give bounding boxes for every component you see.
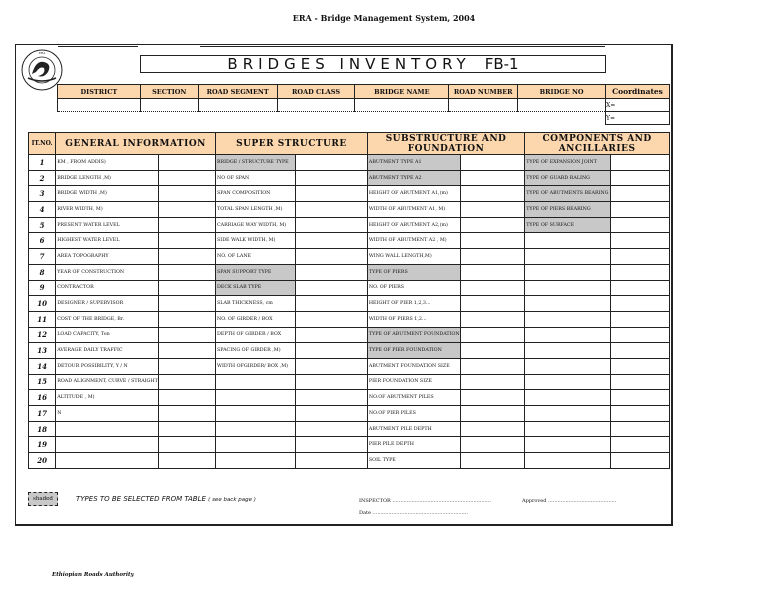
table-row (29, 390, 670, 406)
super-structure-value[interactable] (295, 155, 367, 171)
general-info-value[interactable] (158, 202, 215, 218)
component-value[interactable] (611, 280, 670, 296)
component-label (525, 327, 611, 343)
general-info-value[interactable] (158, 327, 215, 343)
table-row (29, 343, 670, 359)
super-structure-label: SIDE WALK WIDTH, M) (216, 233, 296, 249)
super-structure-label: TOTAL SPAN LENGTH ,M) (216, 202, 296, 218)
shaded-legend-swatch: shaded (28, 492, 58, 506)
component-value[interactable] (611, 358, 670, 374)
component-label (525, 421, 611, 437)
svg-text:ERA: ERA (38, 51, 46, 55)
item-number: 20 (29, 453, 56, 469)
road-segment-header: ROAD SEGMENT (198, 85, 277, 99)
substructure-label: SOIL TYPE (367, 453, 460, 469)
super-structure-value[interactable] (295, 390, 367, 406)
component-label (525, 296, 611, 312)
super-structure-value[interactable] (295, 343, 367, 359)
substructure-label: ABUTMENT TYPE A1 (367, 155, 460, 171)
general-info-label (56, 421, 159, 437)
general-info-value[interactable] (158, 437, 215, 453)
item-number: 18 (29, 421, 56, 437)
district-field[interactable] (58, 99, 141, 112)
table-row (29, 421, 670, 437)
component-value[interactable] (611, 233, 670, 249)
bridge-no-field[interactable] (518, 99, 606, 112)
component-value[interactable] (611, 264, 670, 280)
super-structure-value[interactable] (295, 233, 367, 249)
table-row (29, 186, 670, 202)
component-label (525, 280, 611, 296)
substructure-value[interactable] (460, 390, 525, 406)
item-number: 13 (29, 343, 56, 359)
components-ancillaries-header (525, 133, 670, 155)
substructure-value[interactable] (460, 296, 525, 312)
super-structure-label (216, 437, 296, 453)
item-number: 19 (29, 437, 56, 453)
table-row (29, 406, 670, 422)
table-row (29, 358, 670, 374)
general-info-label: BRIDGE WIDTH ,M) (56, 186, 159, 202)
substructure-label: WIDTH OF ABUTMENT A2 , M) (367, 233, 460, 249)
general-info-label: HIGHEST WATER LEVEL (56, 233, 159, 249)
super-structure-label: SPAN SUPPORT TYPE (216, 264, 296, 280)
super-structure-value[interactable] (295, 264, 367, 280)
table-row (29, 374, 670, 390)
substructure-value[interactable] (460, 217, 525, 233)
substructure-value[interactable] (460, 186, 525, 202)
super-structure-value[interactable] (295, 327, 367, 343)
substructure-value[interactable] (460, 264, 525, 280)
form-title: BRIDGES INVENTORY (227, 55, 471, 73)
bridge-name-field[interactable] (355, 99, 449, 112)
x-coordinate-field[interactable]: X= (606, 99, 670, 112)
super-structure-value[interactable] (295, 453, 367, 469)
component-label (525, 311, 611, 327)
substructure-label: PIER PILE DEPTH (367, 437, 460, 453)
table-row (29, 155, 670, 171)
substructure-label: PIER FOUNDATION SIZE (367, 374, 460, 390)
super-structure-label (216, 453, 296, 469)
component-label (525, 264, 611, 280)
super-structure-label: SPACING OF GIRDER ,M) (216, 343, 296, 359)
substructure-value[interactable] (460, 406, 525, 422)
component-label: TYPE OF EXPANSION JOINT (525, 155, 611, 171)
general-info-label: PRESENT WATER LEVEL (56, 217, 159, 233)
substructure-label: ABUTMENT PILE DEPTH (367, 421, 460, 437)
general-info-label: YEAR OF CONSTRUCTION (56, 264, 159, 280)
super-structure-label (216, 406, 296, 422)
general-info-value[interactable] (158, 217, 215, 233)
item-number: 2 (29, 170, 56, 186)
y-coordinate-field[interactable]: Y= (606, 112, 670, 125)
general-info-value[interactable] (158, 390, 215, 406)
bridge-name-header: BRIDGE NAME (355, 85, 449, 99)
inventory-table (28, 132, 670, 469)
general-info-label: RIVER WIDTH, M) (56, 202, 159, 218)
inspector-signature-line[interactable]: INSPECTOR .............................................................. (359, 498, 491, 504)
super-structure-label: CARRIAGE WAY WIDTH, M) (216, 217, 296, 233)
identification-table (57, 84, 670, 125)
general-info-value[interactable] (158, 311, 215, 327)
components-header-line2: ANCILLARIES (558, 143, 636, 154)
general-info-value[interactable] (158, 280, 215, 296)
approved-signature-line[interactable]: Approved ........................................... (522, 498, 617, 504)
item-number: 11 (29, 311, 56, 327)
general-info-label: AVERAGE DAILY TRAFFIC (56, 343, 159, 359)
table-row (29, 217, 670, 233)
super-structure-label (216, 390, 296, 406)
substructure-label: TYPE OF PIER FOUNDATION (367, 343, 460, 359)
super-structure-value[interactable] (295, 217, 367, 233)
component-label (525, 437, 611, 453)
super-structure-value[interactable] (295, 358, 367, 374)
footer-authority: Ethiopian Roads Authority (52, 572, 134, 578)
item-number: 3 (29, 186, 56, 202)
component-value[interactable] (611, 202, 670, 218)
components-header-line1: COMPONENTS AND (542, 133, 652, 144)
road-segment-field[interactable] (198, 99, 277, 112)
item-number: 16 (29, 390, 56, 406)
bridge-no-header: BRIDGE NO (518, 85, 606, 99)
item-number: 7 (29, 249, 56, 265)
table-row (29, 249, 670, 265)
section-field[interactable] (140, 99, 198, 112)
super-structure-label: NO. OF GIRDER / BOX (216, 311, 296, 327)
super-structure-value[interactable] (295, 202, 367, 218)
component-value[interactable] (611, 421, 670, 437)
document-header: ERA - Bridge Management System, 2004 (292, 13, 476, 23)
substructure-label: HEIGHT OF ABUTMENT A2,(m) (367, 217, 460, 233)
types-note-text: TYPES TO BE SELECTED FROM TABLE (76, 495, 206, 503)
super-structure-label (216, 374, 296, 390)
general-info-value[interactable] (158, 421, 215, 437)
substructure-label: WING WALL LENGTH,M) (367, 249, 460, 265)
substructure-value[interactable] (460, 233, 525, 249)
component-value[interactable] (611, 437, 670, 453)
super-structure-label: DECK SLAB TYPE (216, 280, 296, 296)
substructure-value[interactable] (460, 421, 525, 437)
super-structure-label: DEPTH OF GIRDER / BOX (216, 327, 296, 343)
item-number: 8 (29, 264, 56, 280)
item-number-header: IT.NO. (29, 133, 56, 155)
super-structure-label: NO OF SPAN (216, 170, 296, 186)
super-structure-label: BRIDGE / STRUCTURE TYPE (216, 155, 296, 171)
general-info-label: ROAD ALIGNMENT, CURVE / STRAIGHT (56, 374, 159, 390)
component-label (525, 390, 611, 406)
table-row (29, 170, 670, 186)
super-structure-value[interactable] (295, 170, 367, 186)
component-value[interactable] (611, 311, 670, 327)
super-structure-value[interactable] (295, 186, 367, 202)
component-label (525, 453, 611, 469)
general-info-label: KM , FROM ADDIS) (56, 155, 159, 171)
table-row (29, 327, 670, 343)
substructure-label: ABUTMENT FOUNDATION SIZE (367, 358, 460, 374)
component-label (525, 374, 611, 390)
general-information-header: GENERAL INFORMATION (56, 133, 216, 155)
road-number-field[interactable] (449, 99, 518, 112)
super-structure-value[interactable] (295, 374, 367, 390)
item-number: 9 (29, 280, 56, 296)
substructure-label: HEIGHT OF ABUTMENT A1,(m) (367, 186, 460, 202)
super-structure-value[interactable] (295, 437, 367, 453)
table-row (29, 437, 670, 453)
component-value[interactable] (611, 453, 670, 469)
substructure-value[interactable] (460, 453, 525, 469)
super-structure-label: SPAN COMPOSITION (216, 186, 296, 202)
substructure-label: NO.OF PIER PILES (367, 406, 460, 422)
substructure-value[interactable] (460, 155, 525, 171)
table-row (29, 296, 670, 312)
substructure-value[interactable] (460, 170, 525, 186)
general-info-label: ALTITUDE , M) (56, 390, 159, 406)
component-value[interactable] (611, 296, 670, 312)
general-info-label: CONTRACTOR (56, 280, 159, 296)
super-structure-label: SLAB THICKNESS, cm (216, 296, 296, 312)
general-info-value[interactable] (158, 406, 215, 422)
general-info-label: COST OF THE BRIDGE, Br. (56, 311, 159, 327)
types-note-back-page: ( see back page ) (208, 497, 256, 503)
general-info-value[interactable] (158, 264, 215, 280)
super-structure-value[interactable] (295, 296, 367, 312)
district-header: DISTRICT (58, 85, 141, 99)
coordinates-header: Coordinates (606, 85, 670, 99)
component-label: TYPE OF SURFACE (525, 217, 611, 233)
component-label (525, 233, 611, 249)
general-info-label: LOAD CAPACITY, Ton (56, 327, 159, 343)
general-info-label (56, 453, 159, 469)
item-number: 1 (29, 155, 56, 171)
substructure-value[interactable] (460, 311, 525, 327)
super-structure-label: NO. OF LANE (216, 249, 296, 265)
general-info-value[interactable] (158, 374, 215, 390)
types-note (76, 495, 256, 503)
substructure-label: WIDTH OF PIERS 1,2... (367, 311, 460, 327)
substructure-header-line2: FOUNDATION (407, 143, 485, 154)
substructure-header-line1: SUBSTRUCTURE AND (385, 133, 507, 144)
component-value[interactable] (611, 374, 670, 390)
item-number: 5 (29, 217, 56, 233)
general-info-value[interactable] (158, 186, 215, 202)
general-info-value[interactable] (158, 358, 215, 374)
super-structure-value[interactable] (295, 311, 367, 327)
super-structure-label (216, 421, 296, 437)
date-line[interactable]: Date ............................................................ (359, 510, 468, 516)
table-row (29, 311, 670, 327)
component-value[interactable] (611, 390, 670, 406)
item-number: 12 (29, 327, 56, 343)
item-number: 4 (29, 202, 56, 218)
table-row (29, 264, 670, 280)
general-info-label (56, 437, 159, 453)
component-label: TYPE OF GUARD RALING (525, 170, 611, 186)
general-info-value[interactable] (158, 249, 215, 265)
table-row (29, 453, 670, 469)
super-structure-value[interactable] (295, 406, 367, 422)
table-row (29, 280, 670, 296)
substructure-label: TYPE OF PIERS (367, 264, 460, 280)
substructure-label: ABUTMENT TYPE A2 (367, 170, 460, 186)
component-value[interactable] (611, 249, 670, 265)
item-number: 14 (29, 358, 56, 374)
super-structure-label: WIDTH OFGIRDER/ BOX ,M) (216, 358, 296, 374)
substructure-value[interactable] (460, 343, 525, 359)
component-label (525, 406, 611, 422)
substructure-label: TYPE OF ABUTMENT FOUNDATION (367, 327, 460, 343)
substructure-value[interactable] (460, 358, 525, 374)
component-value[interactable] (611, 170, 670, 186)
road-class-field[interactable] (277, 99, 355, 112)
super-structure-header: SUPER STRUCTURE (216, 133, 368, 155)
component-label: TYPE OF ABUTMENTS BEARING (525, 186, 611, 202)
general-info-value[interactable] (158, 343, 215, 359)
component-label: TYPE OF PIERS BEARING (525, 202, 611, 218)
substructure-value[interactable] (460, 249, 525, 265)
general-info-value[interactable] (158, 155, 215, 171)
substructure-label: HEIGHT OF PIER 1,2,3... (367, 296, 460, 312)
component-value[interactable] (611, 155, 670, 171)
substructure-value[interactable] (460, 374, 525, 390)
top-rule (58, 46, 138, 47)
item-number: 17 (29, 406, 56, 422)
form-code: FB-1 (484, 55, 519, 73)
substructure-label: WIDTH OF ABUTMENT A1, M) (367, 202, 460, 218)
component-value[interactable] (611, 217, 670, 233)
component-value[interactable] (611, 406, 670, 422)
component-value[interactable] (611, 343, 670, 359)
top-rule (200, 46, 605, 47)
component-label (525, 358, 611, 374)
general-info-value[interactable] (158, 170, 215, 186)
item-number: 15 (29, 374, 56, 390)
component-value[interactable] (611, 327, 670, 343)
road-class-header: ROAD CLASS (277, 85, 355, 99)
section-header: SECTION (140, 85, 198, 99)
general-info-value[interactable] (158, 453, 215, 469)
substructure-value[interactable] (460, 327, 525, 343)
substructure-value[interactable] (460, 437, 525, 453)
component-label (525, 249, 611, 265)
general-info-value[interactable] (158, 233, 215, 249)
super-structure-value[interactable] (295, 421, 367, 437)
general-info-label: AREA TOPOGRAPHY (56, 249, 159, 265)
table-row (29, 202, 670, 218)
item-number: 6 (29, 233, 56, 249)
substructure-value[interactable] (460, 202, 525, 218)
general-info-label: DETOUR POSSIBILITY, Y / N (56, 358, 159, 374)
super-structure-value[interactable] (295, 249, 367, 265)
road-number-header: ROAD NUMBER (449, 85, 518, 99)
substructure-foundation-header (367, 133, 524, 155)
super-structure-value[interactable] (295, 280, 367, 296)
substructure-value[interactable] (460, 280, 525, 296)
general-info-value[interactable] (158, 296, 215, 312)
item-number: 10 (29, 296, 56, 312)
substructure-label: NO. OF PIERS (367, 280, 460, 296)
general-info-label: BRIDGE LENGTH ,M) (56, 170, 159, 186)
component-label (525, 343, 611, 359)
general-info-label: N (56, 406, 159, 422)
substructure-label: NO.OF ABUTMENT PILES (367, 390, 460, 406)
general-info-label: DESIGNER / SUPERVISOR (56, 296, 159, 312)
component-value[interactable] (611, 186, 670, 202)
table-row (29, 233, 670, 249)
form-title-box (140, 55, 606, 73)
